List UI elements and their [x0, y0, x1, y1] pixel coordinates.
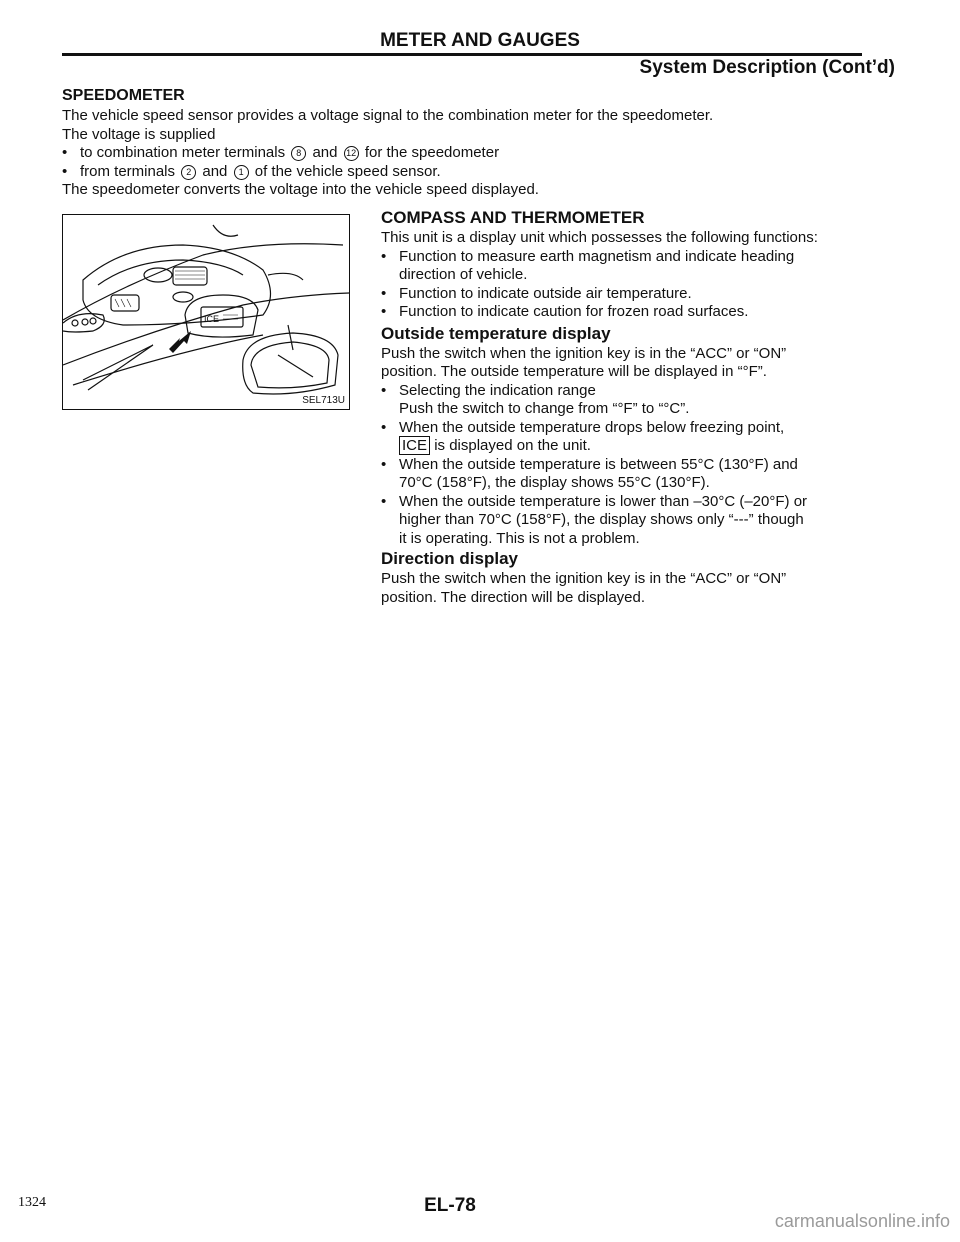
bullet-dot: • [62, 162, 68, 180]
outside-temp-p1-l2: position. The outside temperature will be displayed in “°F”. [381, 363, 767, 380]
compass-unit-illustration [62, 214, 350, 410]
section-page-code: EL-78 [424, 1195, 476, 1216]
outside-temp-bullet-2 [381, 419, 873, 438]
bullet-dot: • [381, 492, 387, 510]
outside-temp-bullet-1 [381, 382, 873, 401]
direction-p1-l2: position. The direction will be displayed. [381, 588, 646, 606]
page-title: METER AND GAUGES [380, 30, 580, 51]
compass-bullet-2 [381, 285, 873, 304]
ice-indicator: ICE [399, 436, 430, 455]
watermark-text: carmanualsonline.info [774, 1211, 950, 1231]
bullet-text: and [202, 162, 228, 180]
speedometer-text [62, 107, 882, 200]
svg-text:ICE: ICE [204, 314, 220, 324]
terminal-number: 8 [291, 146, 306, 161]
compass-bullet-3 [381, 303, 873, 322]
outside-temp-bullet-3-cont: 70°C (158°F), the display shows 55°C (130°F). [399, 474, 710, 491]
terminal-number: 1 [234, 165, 249, 180]
speedometer-line-3: The speedometer converts the voltage into the vehicle speed displayed. [62, 181, 539, 198]
bullet-dot: • [381, 381, 387, 399]
page-subtitle [0, 57, 900, 79]
outside-temp-bullet-3 [381, 456, 873, 475]
figure-code: SEL713U [302, 395, 345, 406]
header-rule [62, 53, 862, 56]
direction-heading: Direction display [381, 549, 518, 568]
compass-heading: COMPASS AND THERMOMETER [381, 208, 645, 227]
compass-section [381, 207, 873, 607]
direction-p1-l1: Push the switch when the ignition key is in the “ACC” or “ON” [381, 570, 787, 587]
speedometer-heading: SPEEDOMETER [62, 87, 185, 104]
overhead-console-drawing [63, 215, 349, 409]
outside-temp-bullet-1-cont: Push the switch to change from “°F” to “°C”. [399, 400, 690, 417]
page-subtitle-text: System Description (Cont’d) [639, 57, 895, 78]
bullet-text: is displayed on the unit. [434, 437, 591, 454]
bullet-text: Selecting the indication range [399, 381, 596, 399]
bullet-text: When the outside temperature is lower than –30°C (–20°F) or [399, 492, 808, 510]
bullet-text: When the outside temperature drops below freezing point, [399, 418, 785, 436]
compass-bullet-1-cont: direction of vehicle. [399, 266, 528, 283]
bullet-dot: • [381, 247, 387, 265]
compass-intro: This unit is a display unit which possesses the following functions: [381, 229, 818, 246]
page-number: 1324 [18, 1195, 46, 1210]
bullet-dot: • [62, 144, 68, 161]
terminal-number: 12 [344, 146, 359, 161]
bullet-dot: • [381, 284, 387, 302]
bullet-text: When the outside temperature is between 55°C (130°F) and [399, 455, 798, 473]
bullet-text: Function to indicate caution for frozen road surfaces. [399, 303, 749, 320]
bullet-text: for the speedometer [364, 144, 500, 161]
outside-temp-p1-l1: Push the switch when the ignition key is in the “ACC” or “ON” [381, 344, 787, 362]
outside-temp-bullet-2-cont [381, 437, 873, 456]
bullet-text: to combination meter terminals [80, 144, 286, 161]
speedometer-bullet-2 [62, 163, 882, 182]
bullet-text: of the vehicle speed sensor. [254, 162, 441, 180]
speedometer-line-1: The vehicle speed sensor provides a voltage signal to the combination meter for the speedometer. [62, 107, 714, 124]
bullet-dot: • [381, 303, 387, 320]
bullet-text: Function to measure earth magnetism and indicate heading [399, 247, 795, 265]
outside-temp-bullet-4 [381, 493, 873, 512]
terminal-number: 2 [181, 165, 196, 180]
bullet-text: and [312, 144, 338, 161]
bullet-text: from terminals [80, 162, 176, 180]
outside-temp-bullet-4-cont-1: higher than 70°C (158°F), the display shows only “---” though [399, 511, 804, 528]
pointer-arrow-icon [169, 331, 191, 353]
bullet-dot: • [381, 455, 387, 473]
outside-temp-heading: Outside temperature display [381, 323, 611, 343]
speedometer-bullet-1 [62, 144, 882, 163]
bullet-dot: • [381, 418, 387, 436]
compass-bullet-1 [381, 248, 873, 267]
speedometer-line-2: The voltage is supplied [62, 125, 216, 143]
bullet-text: Function to indicate outside air temperature. [399, 284, 692, 302]
outside-temp-bullet-4-cont-2: it is operating. This is not a problem. [399, 529, 640, 547]
